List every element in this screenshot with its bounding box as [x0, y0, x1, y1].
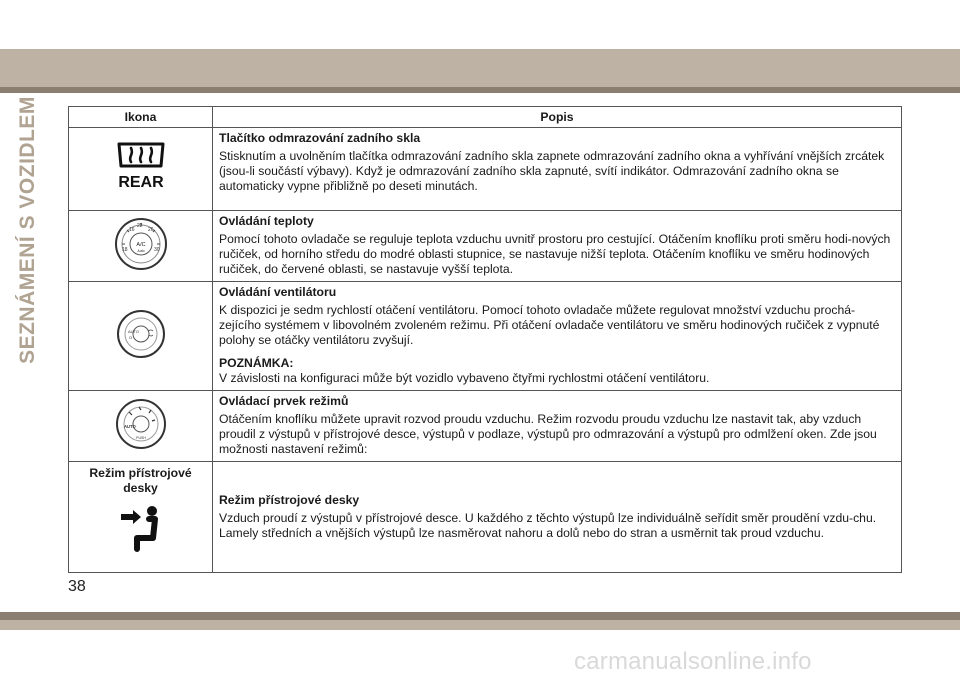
- row-text: K dispozici je sedm rychlostí otáčení ventilátoru. Pomocí tohoto ovladače můžete regulovat množství vzduchu prochá-zejícího systémem v libovolném zvoleném režimu. Při otáčení ovladače ventilátoru ve směru hodinových ručiček z vypnuté polohy se otáčky ventilátoru zvyšují.: [219, 303, 880, 347]
- rear-defrost-icon: [111, 136, 171, 190]
- table-header-row: [69, 107, 902, 128]
- description-cell: [213, 462, 902, 573]
- temp-label-18: 18: [121, 247, 128, 253]
- header-description: Popis: [213, 107, 902, 128]
- side-title-text: SEZNÁMENÍ S VOZIDLEM: [16, 96, 39, 364]
- icon-cell: [69, 391, 213, 462]
- top-color-band: [0, 49, 960, 87]
- mode-label-push: PUSH: [135, 436, 146, 440]
- bottom-color-band: [0, 620, 960, 630]
- description-cell: [213, 391, 902, 462]
- mode-label-auto: AUTO: [123, 424, 136, 429]
- table-row: [69, 211, 902, 282]
- temp-label-22: 22: [136, 223, 143, 229]
- temp-label-auto: Auto: [136, 249, 145, 253]
- fan-knob-icon: [116, 309, 166, 359]
- row-title: Režim přístrojové desky: [219, 492, 360, 507]
- row-text: Otáčením knoflíku můžete upravit rozvod proudu vzduchu. Režim rozvodu proudu vzduchu lze nastavit tak, aby vzduch proudil z výstupů v přístrojové desce, výstupů v podlaze, výstupů pro odmrazování a výstupů pro odmlžení oken. Zde jsou možnosti nastavení režimů:: [219, 412, 877, 456]
- header-icon: Ikona: [69, 107, 213, 128]
- row-text: Vzduch proudí z výstupů v přístrojové desce. U každého z těchto výstupů lze individuálně seřídit směr proudění vzdu-chu. Lamely středních a vnějších výstupů lze nasměrovat nahoru a dolů nebo do stran a usměrnit tak proud vzduchu.: [219, 510, 877, 540]
- description-cell: [213, 128, 902, 211]
- note-label: POZNÁMKA:: [219, 356, 294, 370]
- description-cell: [213, 282, 902, 391]
- note-text: V závislosti na konfiguraci může být vozidlo vybaveno čtyřmi rychlostmi otáčení ventilátoru.: [219, 371, 710, 385]
- bottom-divider: [0, 612, 960, 620]
- table-row: [69, 462, 902, 573]
- icon-cell: [69, 211, 213, 282]
- temperature-knob-icon: [114, 217, 168, 271]
- rear-icon-label: REAR: [117, 174, 164, 190]
- temp-label-30: 30: [153, 247, 160, 253]
- icon-cell: [69, 282, 213, 391]
- watermark: carmanualsonline.info: [574, 648, 812, 675]
- table-row: [69, 128, 902, 211]
- top-divider: [0, 87, 960, 93]
- panel-mode-icon: [119, 504, 163, 552]
- row-text: Stisknutím a uvolněním tlačítka odmrazování zadního skla zapnete odmrazování zadního okna a vyhřívání vnějších zrcátek (jsou-li součástí výbavy). Když je odmrazování zadního skla zapnuté, svítí indikátor. Odmrazování zadního okna se automaticky vypne přibližně po deseti minutách.: [219, 149, 885, 193]
- row-title: Tlačítko odmrazování zadního skla: [219, 131, 421, 145]
- table-row: [69, 282, 902, 391]
- temp-label-26: 26: [147, 227, 154, 233]
- mode-knob-icon: [115, 398, 167, 450]
- icon-cell: [69, 128, 213, 211]
- row-title: Ovládání ventilátoru: [219, 285, 337, 299]
- icon-cell: [69, 462, 213, 573]
- row-title: Ovládací prvek režimů: [219, 394, 349, 408]
- row-text: Pomocí tohoto ovladače se reguluje teplota vzduchu uvnitř prostoru pro cestující. Otáčením knoflíku proti směru hodi-nových ručiček, od horního středu do modré oblasti stupnice, se nastavuje nižší teplota. Otáčením knoflíku ve směru hodinových ručiček, do červené oblasti, se nastavuje vyšší teplota.: [219, 232, 891, 276]
- table-row: [69, 391, 902, 462]
- controls-table: [68, 106, 902, 573]
- page-number: 38: [68, 578, 86, 595]
- panel-mode-label: Režim přístrojové desky: [89, 466, 192, 495]
- row-title: Ovládání teploty: [219, 214, 314, 228]
- description-cell: [213, 211, 902, 282]
- temp-label-ac: A/C: [135, 242, 146, 248]
- temp-label-16: 16: [128, 227, 135, 233]
- fan-label-auto: AUTO: [127, 329, 139, 334]
- fan-label-off: O: [128, 335, 132, 340]
